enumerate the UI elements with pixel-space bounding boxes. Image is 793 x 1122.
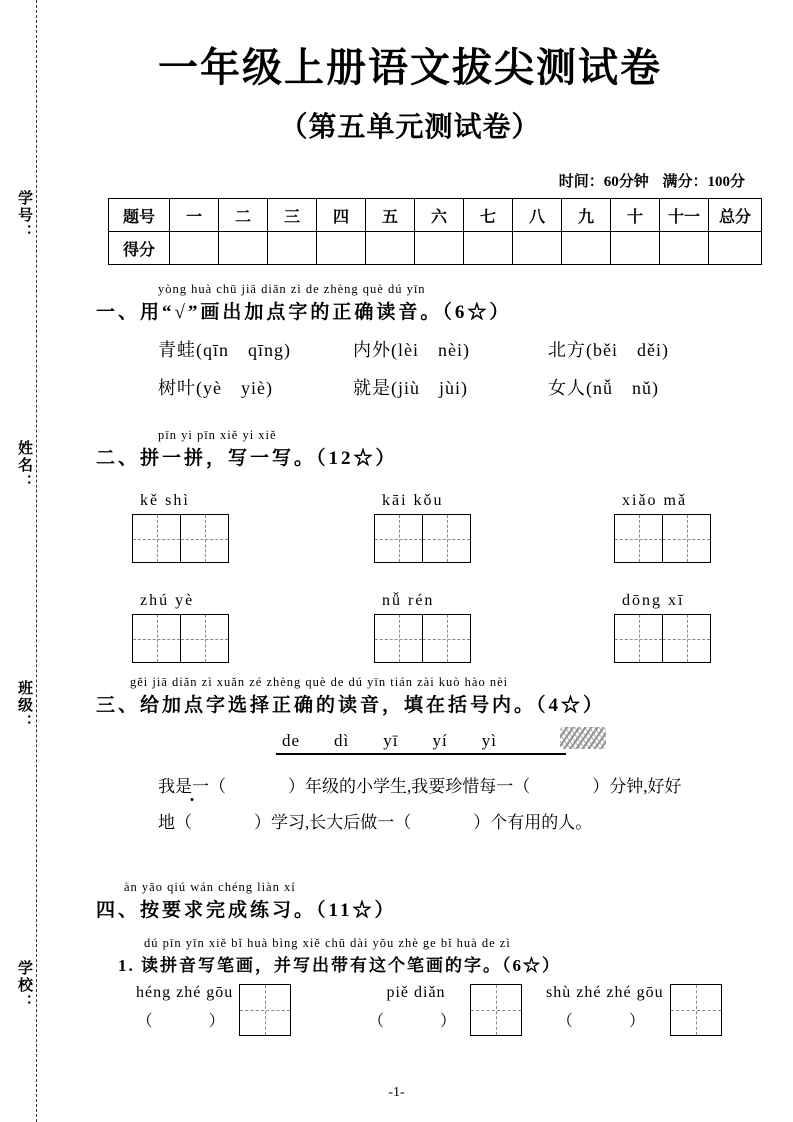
tianzige-6[interactable] [614, 614, 711, 663]
margin-label-name: 姓名： [16, 440, 32, 491]
exam-time: 时间：60分钟 [558, 174, 649, 190]
tianzige-cell[interactable] [374, 514, 423, 563]
margin-label-school: 学校： [16, 960, 32, 1011]
choice-option-4[interactable]: yí [432, 731, 448, 750]
score-cell-7[interactable] [464, 232, 513, 265]
section-2-pinyin: pīn yi pīn xiě yi xiě [158, 428, 277, 442]
section-1-row-1 [96, 336, 756, 362]
stroke-text-2 [368, 984, 464, 1031]
s1-word-2: 内外 [353, 340, 391, 360]
score-col-2: 二 [219, 199, 268, 232]
write-pinyin-3: xiǎo mǎ [622, 492, 688, 509]
tianzige-4[interactable] [132, 614, 229, 663]
choice-options[interactable] [276, 731, 576, 751]
s1-options-3: (běi děi) [586, 340, 669, 360]
stroke-text-1 [136, 984, 233, 1031]
choice-option-2[interactable]: dì [334, 731, 350, 750]
list-item[interactable] [548, 374, 743, 400]
write-pinyin-6: dōng xī [622, 592, 685, 609]
choice-underline [276, 753, 566, 755]
score-table [108, 198, 762, 265]
margin-label-class: 班级： [16, 680, 32, 731]
stroke-item-2[interactable] [368, 984, 522, 1036]
score-cell-10[interactable] [611, 232, 660, 265]
tianzige-cell[interactable] [423, 614, 471, 663]
stroke-paren-2[interactable]: （ ） [368, 1013, 465, 1030]
score-row-label-1: 题号 [109, 199, 170, 232]
tianzige-cell[interactable] [181, 514, 229, 563]
score-cell-6[interactable] [415, 232, 464, 265]
s3-text-e: ）学习,长大后做一（ [254, 813, 412, 832]
score-cell-total[interactable] [709, 232, 762, 265]
question-section-4 [96, 880, 786, 1064]
sentence-line-2 [158, 805, 786, 841]
page-subtitle: （第五单元测试卷） [279, 112, 541, 143]
score-col-7: 七 [464, 199, 513, 232]
choice-option-5[interactable]: yì [481, 731, 497, 750]
sentence-line-1 [158, 769, 786, 805]
score-col-6: 六 [415, 199, 464, 232]
score-col-1: 一 [170, 199, 219, 232]
tianzige-cell[interactable] [423, 514, 471, 563]
stroke-item-1[interactable] [136, 984, 291, 1036]
score-col-5: 五 [366, 199, 415, 232]
section-3-sentence [96, 769, 786, 841]
tianzige-cell[interactable] [663, 514, 711, 563]
section-4-sub-title: 1. 读拼音写笔画，并写出带有这个笔画的字。（6☆） [118, 956, 561, 975]
section-1-row-2 [96, 374, 756, 400]
tianzige-cell[interactable] [614, 614, 663, 663]
list-item[interactable] [158, 336, 353, 362]
margin-dashed-line [36, 0, 37, 1122]
section-4-sub-pinyin: dú pīn yīn xiě bǐ huà bìng xiě chū dài yǒu zhè ge bǐ huà de zì [144, 936, 511, 950]
score-col-11: 十一 [660, 199, 709, 232]
tianzige-cell[interactable] [181, 614, 229, 663]
tianzige-3[interactable] [614, 514, 711, 563]
tianzige-2[interactable] [374, 514, 471, 563]
s1-word-3: 北方 [548, 340, 586, 360]
score-cell-4[interactable] [317, 232, 366, 265]
tianzige-cell[interactable] [470, 984, 522, 1036]
question-section-3 [96, 675, 786, 841]
section-2-title: 二、拼一拼，写一写。（12☆） [96, 448, 398, 469]
tianzige-cell[interactable] [663, 614, 711, 663]
s1-options-5: (jiù jùi) [391, 378, 468, 398]
write-group-5[interactable] [374, 592, 471, 663]
s1-word-6: 女人 [548, 378, 586, 398]
s1-options-1: (qīn qīng) [196, 340, 291, 360]
choice-option-1[interactable]: de [282, 731, 301, 750]
write-group-1[interactable] [132, 492, 229, 563]
write-group-3[interactable] [614, 492, 711, 563]
stroke-paren-3[interactable]: （ ） [556, 1013, 653, 1030]
score-col-8: 八 [513, 199, 562, 232]
section-3-pinyin: gěi jiā diǎn zì xuǎn zé zhèng què de dú yīn tián zài kuò hào nèi [130, 675, 509, 689]
s3-text-f: ）个有用的人。 [473, 813, 593, 832]
s3-text-b: ）年级的小学生,我要珍惜每一（ [288, 777, 531, 796]
choice-bank [276, 731, 576, 755]
list-item[interactable] [353, 374, 548, 400]
stroke-paren-1[interactable]: （ ） [136, 1013, 233, 1030]
write-pinyin-5: nǚ rén [382, 592, 435, 609]
list-item[interactable] [158, 374, 353, 400]
stroke-pinyin-1: héng zhé gōu [136, 984, 234, 1001]
tianzige-cell[interactable] [132, 514, 181, 563]
list-item[interactable] [548, 336, 743, 362]
tianzige-cell[interactable] [614, 514, 663, 563]
stroke-item-3[interactable] [546, 984, 722, 1036]
write-group-6[interactable] [614, 592, 711, 663]
ink-smudge-mark [560, 727, 606, 749]
stroke-pinyin-3: shù zhé zhé gōu [546, 984, 664, 1001]
page-number: -1- [388, 1085, 405, 1100]
score-cell-9[interactable] [562, 232, 611, 265]
tianzige-cell[interactable] [239, 984, 291, 1036]
stroke-text-3 [546, 984, 664, 1031]
score-col-9: 九 [562, 199, 611, 232]
stroke-exercise-row [96, 984, 786, 1064]
score-cell-2[interactable] [219, 232, 268, 265]
s1-word-5: 就是 [353, 378, 391, 398]
s3-text-c: ）分钟,好好 [592, 777, 682, 796]
write-pinyin-1: kě shì [140, 492, 190, 509]
s1-options-2: (lèi nèi) [391, 340, 470, 360]
section-4-pinyin: àn yāo qiú wán chéng liàn xí [124, 880, 296, 894]
score-col-4: 四 [317, 199, 366, 232]
write-pinyin-4: zhú yè [140, 592, 195, 609]
s1-word-1: 青蛙 [158, 340, 196, 360]
choice-option-3[interactable]: yī [383, 731, 399, 750]
score-row-label-2: 得分 [109, 232, 170, 265]
score-col-total: 总分 [709, 199, 762, 232]
stroke-pinyin-2: piě diǎn [386, 984, 446, 1001]
page-title: 一年级上册语文拔尖测试卷 [158, 45, 662, 90]
exam-full-score: 满分：100分 [662, 174, 745, 190]
question-section-2 [96, 428, 776, 692]
s3-text-d: 地（ [158, 813, 192, 832]
section-3-title: 三、给加点字选择正确的读音，填在括号内。（4☆） [96, 695, 606, 716]
tianzige-5[interactable] [374, 614, 471, 663]
list-item[interactable] [353, 336, 548, 362]
section-1-pinyin: yòng huà chū jiā diǎn zì de zhèng què dú yīn [158, 282, 426, 296]
score-col-3: 三 [268, 199, 317, 232]
write-group-2[interactable] [374, 492, 471, 563]
s3-text-a: 我是一（ [158, 777, 226, 796]
score-cell-5[interactable] [366, 232, 415, 265]
question-section-1 [96, 282, 756, 400]
tianzige-cell[interactable] [374, 614, 423, 663]
tianzige-cell[interactable] [670, 984, 722, 1036]
table-row-scores [109, 232, 762, 265]
write-group-4[interactable] [132, 592, 229, 663]
score-cell-1[interactable] [170, 232, 219, 265]
section-2-row-1 [96, 492, 776, 592]
s1-options-4: (yè yiè) [196, 378, 273, 398]
section-1-title: 一、用“√”画出加点字的正确读音。（6☆） [96, 302, 512, 323]
s1-options-6: (nǚ nǔ) [586, 378, 659, 398]
section-4-title: 四、按要求完成练习。（11☆） [96, 900, 397, 921]
write-pinyin-2: kāi kǒu [382, 492, 444, 509]
score-cell-8[interactable] [513, 232, 562, 265]
margin-label-student-id: 学号： [16, 190, 32, 241]
score-cell-3[interactable] [268, 232, 317, 265]
score-col-10: 十 [611, 199, 660, 232]
s1-word-4: 树叶 [158, 378, 196, 398]
table-row-header [109, 199, 762, 232]
tianzige-cell[interactable] [132, 614, 181, 663]
tianzige-1[interactable] [132, 514, 229, 563]
exam-meta [549, 170, 745, 191]
score-cell-11[interactable] [660, 232, 709, 265]
